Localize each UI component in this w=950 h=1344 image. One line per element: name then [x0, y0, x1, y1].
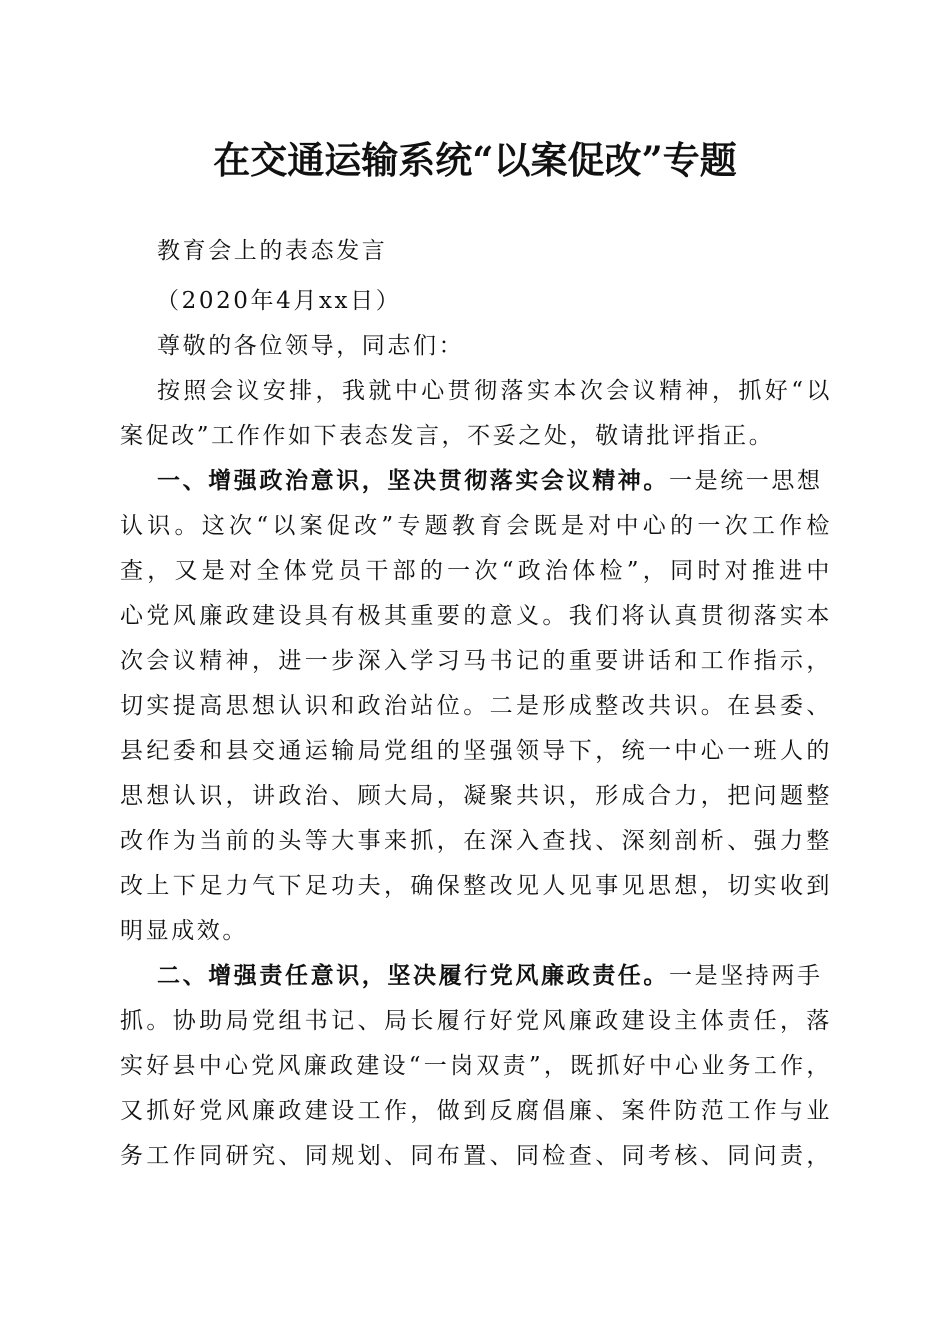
section-1-line: 改上下足力气下足功夫，确保整改见人见事见思想，切实收到	[120, 873, 832, 899]
intro-line: 案促改”工作作如下表态发言，不妥之处，敬请批评指正。	[120, 423, 775, 449]
intro-line: 按照会议安排，我就中心贯彻落实本次会议精神，抓好“以	[157, 378, 832, 404]
section-1-line: 心党风廉政建设具有极其重要的意义。我们将认真贯彻落实本	[120, 603, 832, 629]
section-1-line: 查，又是对全体党员干部的一次“政治体检”，同时对推进中	[120, 558, 832, 584]
section-1-paragraph	[120, 459, 832, 954]
subtitle: 教育会上的表态发言	[157, 238, 388, 264]
salutation: 尊敬的各位领导，同志们：	[157, 333, 465, 359]
section-1-line: 明显成效。	[120, 918, 248, 944]
section-2-line: 抓。协助局党组书记、局长履行好党风廉政建设主体责任，落	[120, 1008, 832, 1034]
section-1-first-line-rest: 一是统一思想	[669, 468, 823, 494]
section-2-line: 实好县中心党风廉政建设“一岗双责”，既抓好中心业务工作，	[120, 1053, 832, 1079]
section-1-line: 切实提高思想认识和政治站位。二是形成整改共识。在县委、	[120, 693, 832, 719]
intro-paragraph	[120, 369, 832, 459]
date-line: （2020年4月xx日）	[156, 288, 402, 314]
section-1-line: 县纪委和县交通运输局党组的坚强领导下，统一中心一班人的	[120, 738, 832, 764]
section-2-line: 务工作同研究、同规划、同布置、同检查、同考核、同问责，	[120, 1143, 832, 1169]
section-2-first-line	[120, 954, 832, 999]
section-2-line: 又抓好党风廉政建设工作，做到反腐倡廉、案件防范工作与业	[120, 1098, 832, 1124]
section-1-heading: 一、增强政治意识，坚决贯彻落实会议精神。	[157, 468, 669, 494]
section-2-first-line-rest: 一是坚持两手	[669, 963, 823, 989]
section-2-paragraph	[120, 954, 832, 1179]
section-1-line: 思想认识，讲政治、顾大局，凝聚共识，形成合力，把问题整	[120, 783, 832, 809]
section-1-line: 认识。这次“以案促改”专题教育会既是对中心的一次工作检	[120, 513, 832, 539]
section-2-heading: 二、增强责任意识，坚决履行党风廉政责任。	[157, 963, 669, 989]
document-title: 在交通运输系统“以案促改”专题	[213, 138, 737, 182]
section-1-line: 次会议精神，进一步深入学习马书记的重要讲话和工作指示，	[120, 648, 832, 674]
document-body	[120, 229, 832, 1179]
section-1-line: 改作为当前的头等大事来抓，在深入查找、深刻剖析、强力整	[120, 828, 832, 854]
section-1-first-line	[120, 459, 832, 504]
